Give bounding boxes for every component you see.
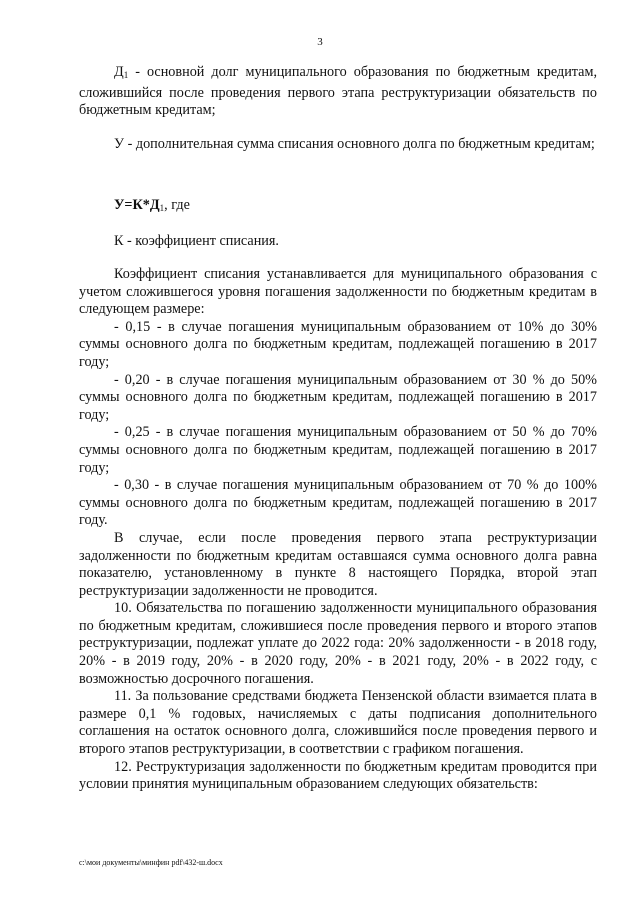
formula-tail: , где bbox=[164, 197, 190, 213]
definition-d1 bbox=[79, 64, 597, 120]
formula-main: У=К*Д bbox=[114, 197, 160, 213]
d1-symbol: Д bbox=[114, 64, 124, 80]
intro-paragraph: Коэффициент списания устанавливается для муниципального образования с учетом сложившегося уровня погашения задолженности по бюджетным кредитам в следующем размере: bbox=[79, 266, 597, 318]
item-12: 12. Реструктуризация задолженности по бюджетным кредитам проводится при условии принятия муниципальным образованием следующих обязательств: bbox=[79, 758, 597, 793]
k-text: - коэффициент списания. bbox=[123, 233, 279, 249]
body-text bbox=[79, 266, 597, 794]
definition-k bbox=[79, 233, 597, 251]
coef-item: - 0,15 - в случае погашения муниципальным образованием от 10% до 30% суммы основного долга по бюджетным кредитам, подлежащей погашению в 2017 году; bbox=[79, 318, 597, 370]
case-paragraph: В случае, если после проведения первого этапа реструктуризации задолженности по бюджетным кредитам оставшаяся сумма основного долга равна показателю, установленному в пункте 8 настоящего Порядка, второй этап реструктуризации задолженности не проводится. bbox=[79, 529, 597, 599]
coef-item: - 0,20 - в случае погашения муниципальным образованием от 30 % до 50% суммы основного долга по бюджетным кредитам, подлежащей погашению в 2017 году; bbox=[79, 371, 597, 423]
formula-line bbox=[79, 197, 597, 218]
formula-subscript: 1 bbox=[159, 203, 165, 213]
definition-y bbox=[79, 136, 597, 154]
item-11: 11. За пользование средствами бюджета Пензенской области взимается плата в размере 0,1 % годовых, начисляемых с даты подписания дополнительного соглашения на остаток основного долга, сложившийся после проведения первого и второго этапов реструктуризации, в соответствии с графиком погашения. bbox=[79, 688, 597, 758]
d1-text: - основной долг муниципального образования по бюджетным кредитам, сложившийся после проведения первого этапа реструктуризации обязательств по бюджетным кредитам; bbox=[79, 64, 597, 119]
y-text: - дополнительная сумма списания основного долга по бюджетным кредитам; bbox=[124, 136, 595, 152]
y-symbol: У bbox=[114, 136, 125, 152]
coef-item: - 0,30 - в случае погашения муниципальным образованием от 70 % до 100% суммы основного долга по бюджетным кредитам, подлежащей погашению в 2017 году. bbox=[79, 477, 597, 529]
item-10: 10. Обязательства по погашению задолженности муниципального образования по бюджетным кредитам, сложившиеся после проведения первого и второго этапов реструктуризации, подлежат уплате до 2022 года: 20% задолженности - в 2018 году, 20% - в 2019 году, 20% - в 2020 году, 20% - в 2021 году, 20% - в 2022 году, с возможностью досрочного погашения. bbox=[79, 600, 597, 687]
page-number: 3 bbox=[317, 36, 323, 48]
coef-item: - 0,25 - в случае погашения муниципальным образованием от 50 % до 70% суммы основного долга по бюджетным кредитам, подлежащей погашению в 2017 году; bbox=[79, 424, 597, 476]
k-symbol: К bbox=[114, 233, 124, 249]
file-path-footer: c:\мои документы\минфин pdf\432-ш.docx bbox=[79, 858, 223, 867]
d1-subscript: 1 bbox=[123, 70, 129, 80]
